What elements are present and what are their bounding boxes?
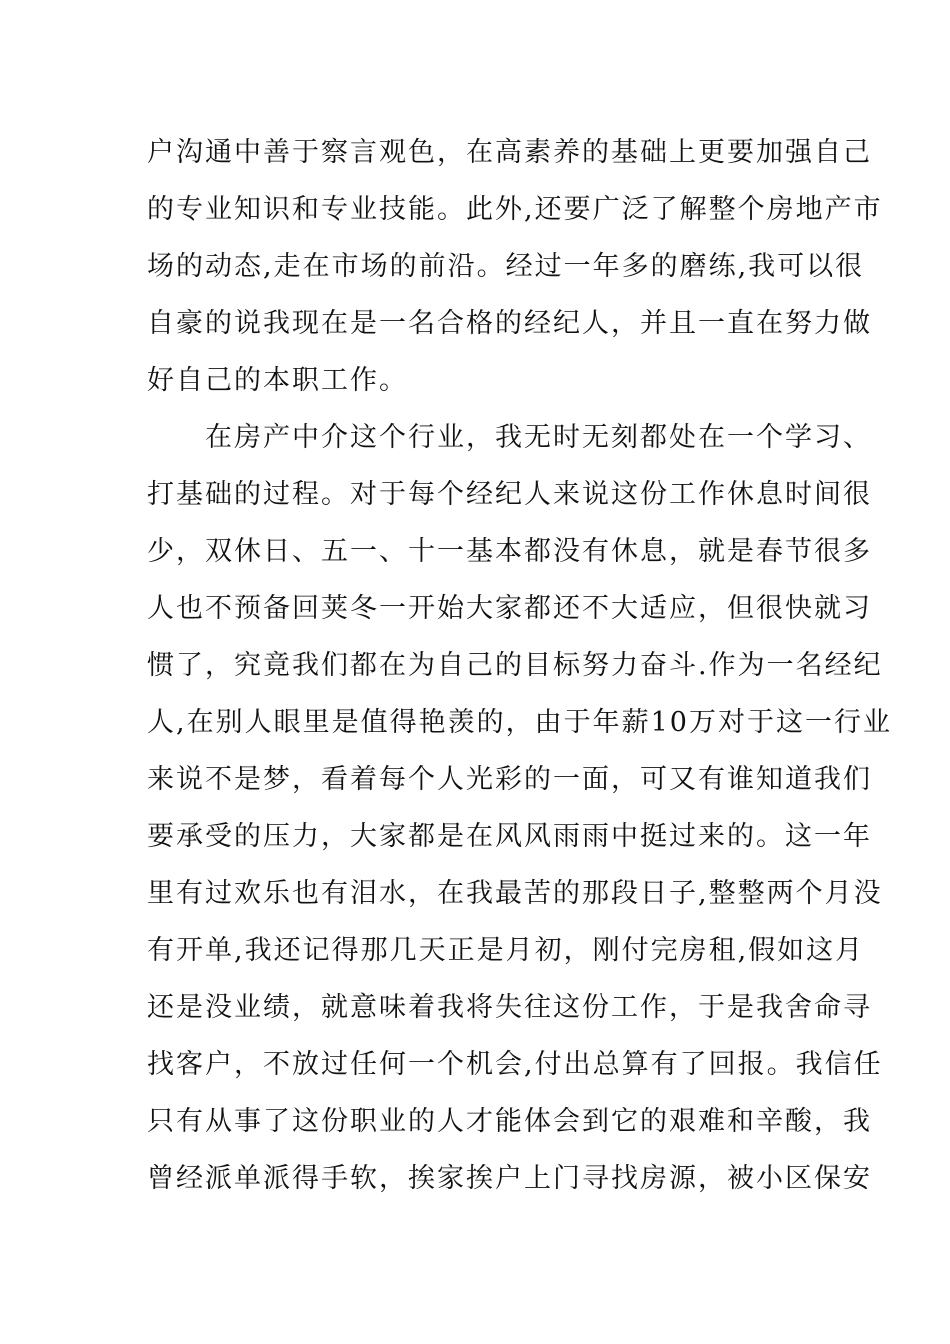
text-line: 少，双休日、五一、十一基本都没有休息，就是春节很多 [147,536,872,567]
text-line: 还是没业绩，就意味着我将失往这份工作，于是我舍命寻 [147,992,872,1023]
text-line: 曾经派单派得手软，挨家挨户上门寻找房源，被小区保安 [147,1163,872,1194]
text-line: 人也不预备回荚冬一开始大家都还不大适应，但很快就习 [147,593,872,624]
paragraph-start-line: 在房产中介这个行业，我无时无刻都处在一个学习、 [205,422,872,453]
text-line: 的专业知识和专业技能。此外,还要广泛了解整个房地产市 [147,194,883,225]
text-line: 惯了，究竟我们都在为自己的目标努力奋斗.作为一名经纪 [147,650,883,681]
text-line: 里有过欢乐也有泪水，在我最苦的那段日子,整整两个月没 [147,878,883,909]
text-line: 来说不是梦，看着每个人光彩的一面，可又有谁知道我们 [147,764,872,795]
text-line: 人,在别人眼里是值得艳羡的，由于年薪10万对于这一行业 [147,707,892,738]
text-line: 自豪的说我现在是一名合格的经纪人，并且一直在努力做 [147,308,872,339]
text-line: 找客户，不放过任何一个机会,付出总算有了回报。我信任 [147,1049,883,1080]
text-line: 要承受的压力，大家都是在风风雨雨中挺过来的。这一年 [147,821,872,852]
text-line: 户沟通中善于察言观色，在高素养的基础上更要加强自己 [147,137,872,168]
text-line: 好自己的本职工作。 [147,365,408,396]
text-line: 有开单,我还记得那几天正是月初，刚付完房租,假如这月 [147,935,865,966]
body-text [147,128,892,1211]
text-line: 只有从事了这份职业的人才能体会到它的艰难和辛酸，我 [147,1106,872,1137]
text-line: 打基础的过程。对于每个经纪人来说这份工作休息时间很 [147,479,872,510]
text-line: 场的动态,走在市场的前沿。经过一年多的磨练,我可以很 [147,251,865,282]
